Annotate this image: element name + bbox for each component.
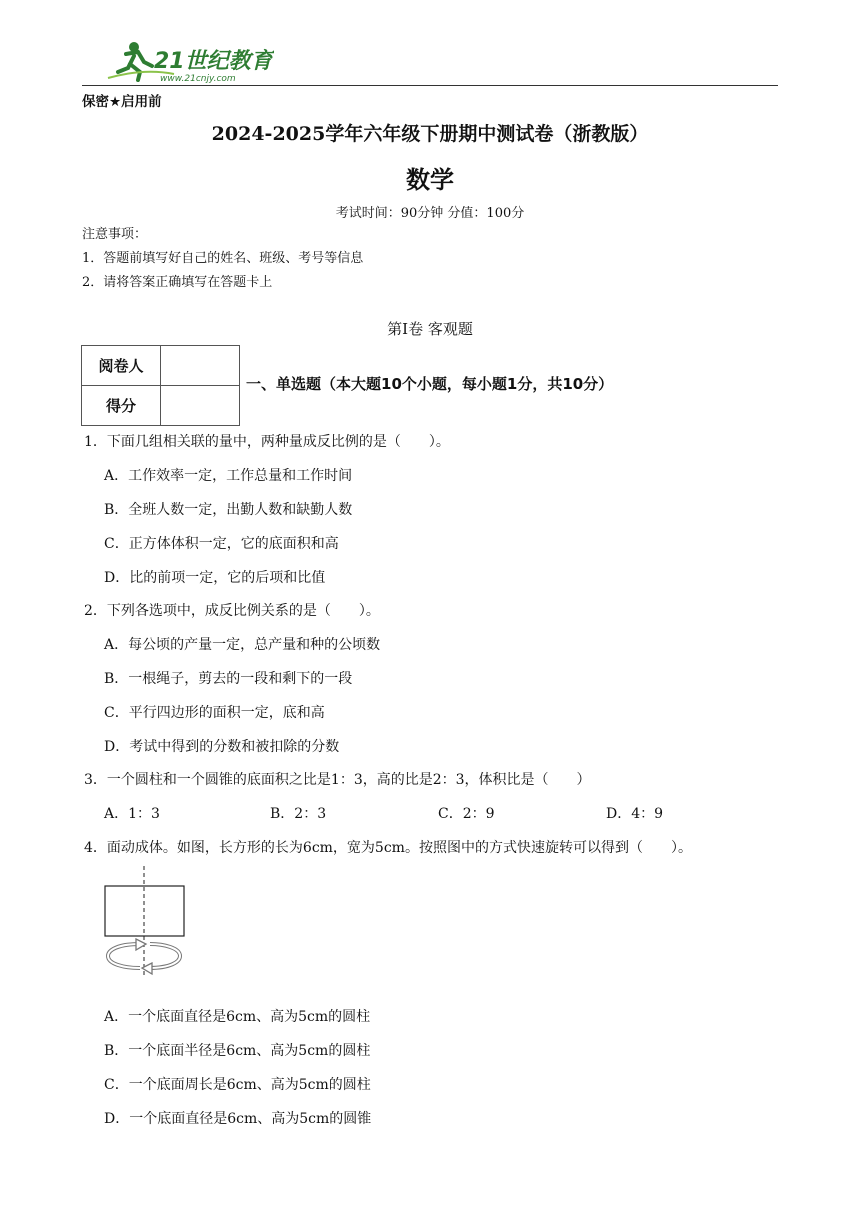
header-rule xyxy=(82,85,778,86)
notes xyxy=(82,223,363,295)
question-stem: 1．下面几组相关联的量中，两种量成反比例的是（ ）。 xyxy=(84,434,450,450)
question-stem: 2．下列各选项中，成反比例关系的是（ ）。 xyxy=(84,603,380,619)
reviewer-label: 阅卷人 xyxy=(82,346,161,386)
score-cell xyxy=(161,386,240,426)
option: B．一个底面半径是6cm、高为5cm的圆柱 xyxy=(104,1043,371,1059)
rotation-figure xyxy=(100,864,190,980)
logo-text: 21世纪教育 xyxy=(154,49,273,74)
rotation-arrow-icon xyxy=(108,939,180,974)
volume-title: 第Ⅰ卷 客观题 xyxy=(387,320,473,338)
notes-title: 注意事项： xyxy=(82,227,148,242)
option: A．一个底面直径是6cm、高为5cm的圆柱 xyxy=(104,1009,371,1025)
option: B．2：3 xyxy=(270,806,327,822)
secret-label: 保密★启用前 xyxy=(82,94,162,110)
note-item: 1．答题前填写好自己的姓名、班级、考号等信息 xyxy=(82,251,364,266)
logo-url: www.21cnjy.com xyxy=(160,74,236,84)
reviewer-cell xyxy=(161,346,240,386)
exam-title: 2024-2025学年六年级下册期中测试卷（浙教版） xyxy=(211,123,649,145)
section-heading: 一、单选题（本大题10个小题，每小题1分，共10分） xyxy=(246,375,614,393)
option: D．一个底面直径是6cm、高为5cm的圆锥 xyxy=(104,1111,372,1127)
option: C．正方体体积一定，它的底面积和高 xyxy=(104,536,339,552)
option: B．一根绳子，剪去的一段和剩下的一段 xyxy=(104,671,353,687)
option: B．全班人数一定，出勤人数和缺勤人数 xyxy=(104,502,353,518)
option: D．4：9 xyxy=(606,806,664,822)
site-logo xyxy=(104,38,274,84)
question-stem: 4．面动成体。如图，长方形的长为6cm，宽为5cm。按照图中的方式快速旋转可以得到（ ）。 xyxy=(84,840,692,856)
score-label: 得分 xyxy=(82,386,161,426)
option: A．每公顷的产量一定，总产量和种的公顷数 xyxy=(104,637,381,653)
option: C．平行四边形的面积一定，底和高 xyxy=(104,705,325,721)
note-item: 2．请将答案正确填写在答题卡上 xyxy=(82,275,273,290)
score-table xyxy=(81,345,240,426)
option: A．1：3 xyxy=(104,806,160,822)
exam-subject: 数学 xyxy=(406,165,454,194)
question-stem: 3．一个圆柱和一个圆锥的底面积之比是1：3，高的比是2：3，体积比是（ ） xyxy=(84,772,591,788)
option: A．工作效率一定，工作总量和工作时间 xyxy=(104,468,353,484)
option: C．2：9 xyxy=(438,806,495,822)
option: D．考试中得到的分数和被扣除的分数 xyxy=(104,739,340,755)
option: C．一个底面周长是6cm、高为5cm的圆柱 xyxy=(104,1077,371,1093)
exam-meta: 考试时间：90分钟 分值：100分 xyxy=(335,206,525,221)
option: D．比的前项一定，它的后项和比值 xyxy=(104,570,326,586)
